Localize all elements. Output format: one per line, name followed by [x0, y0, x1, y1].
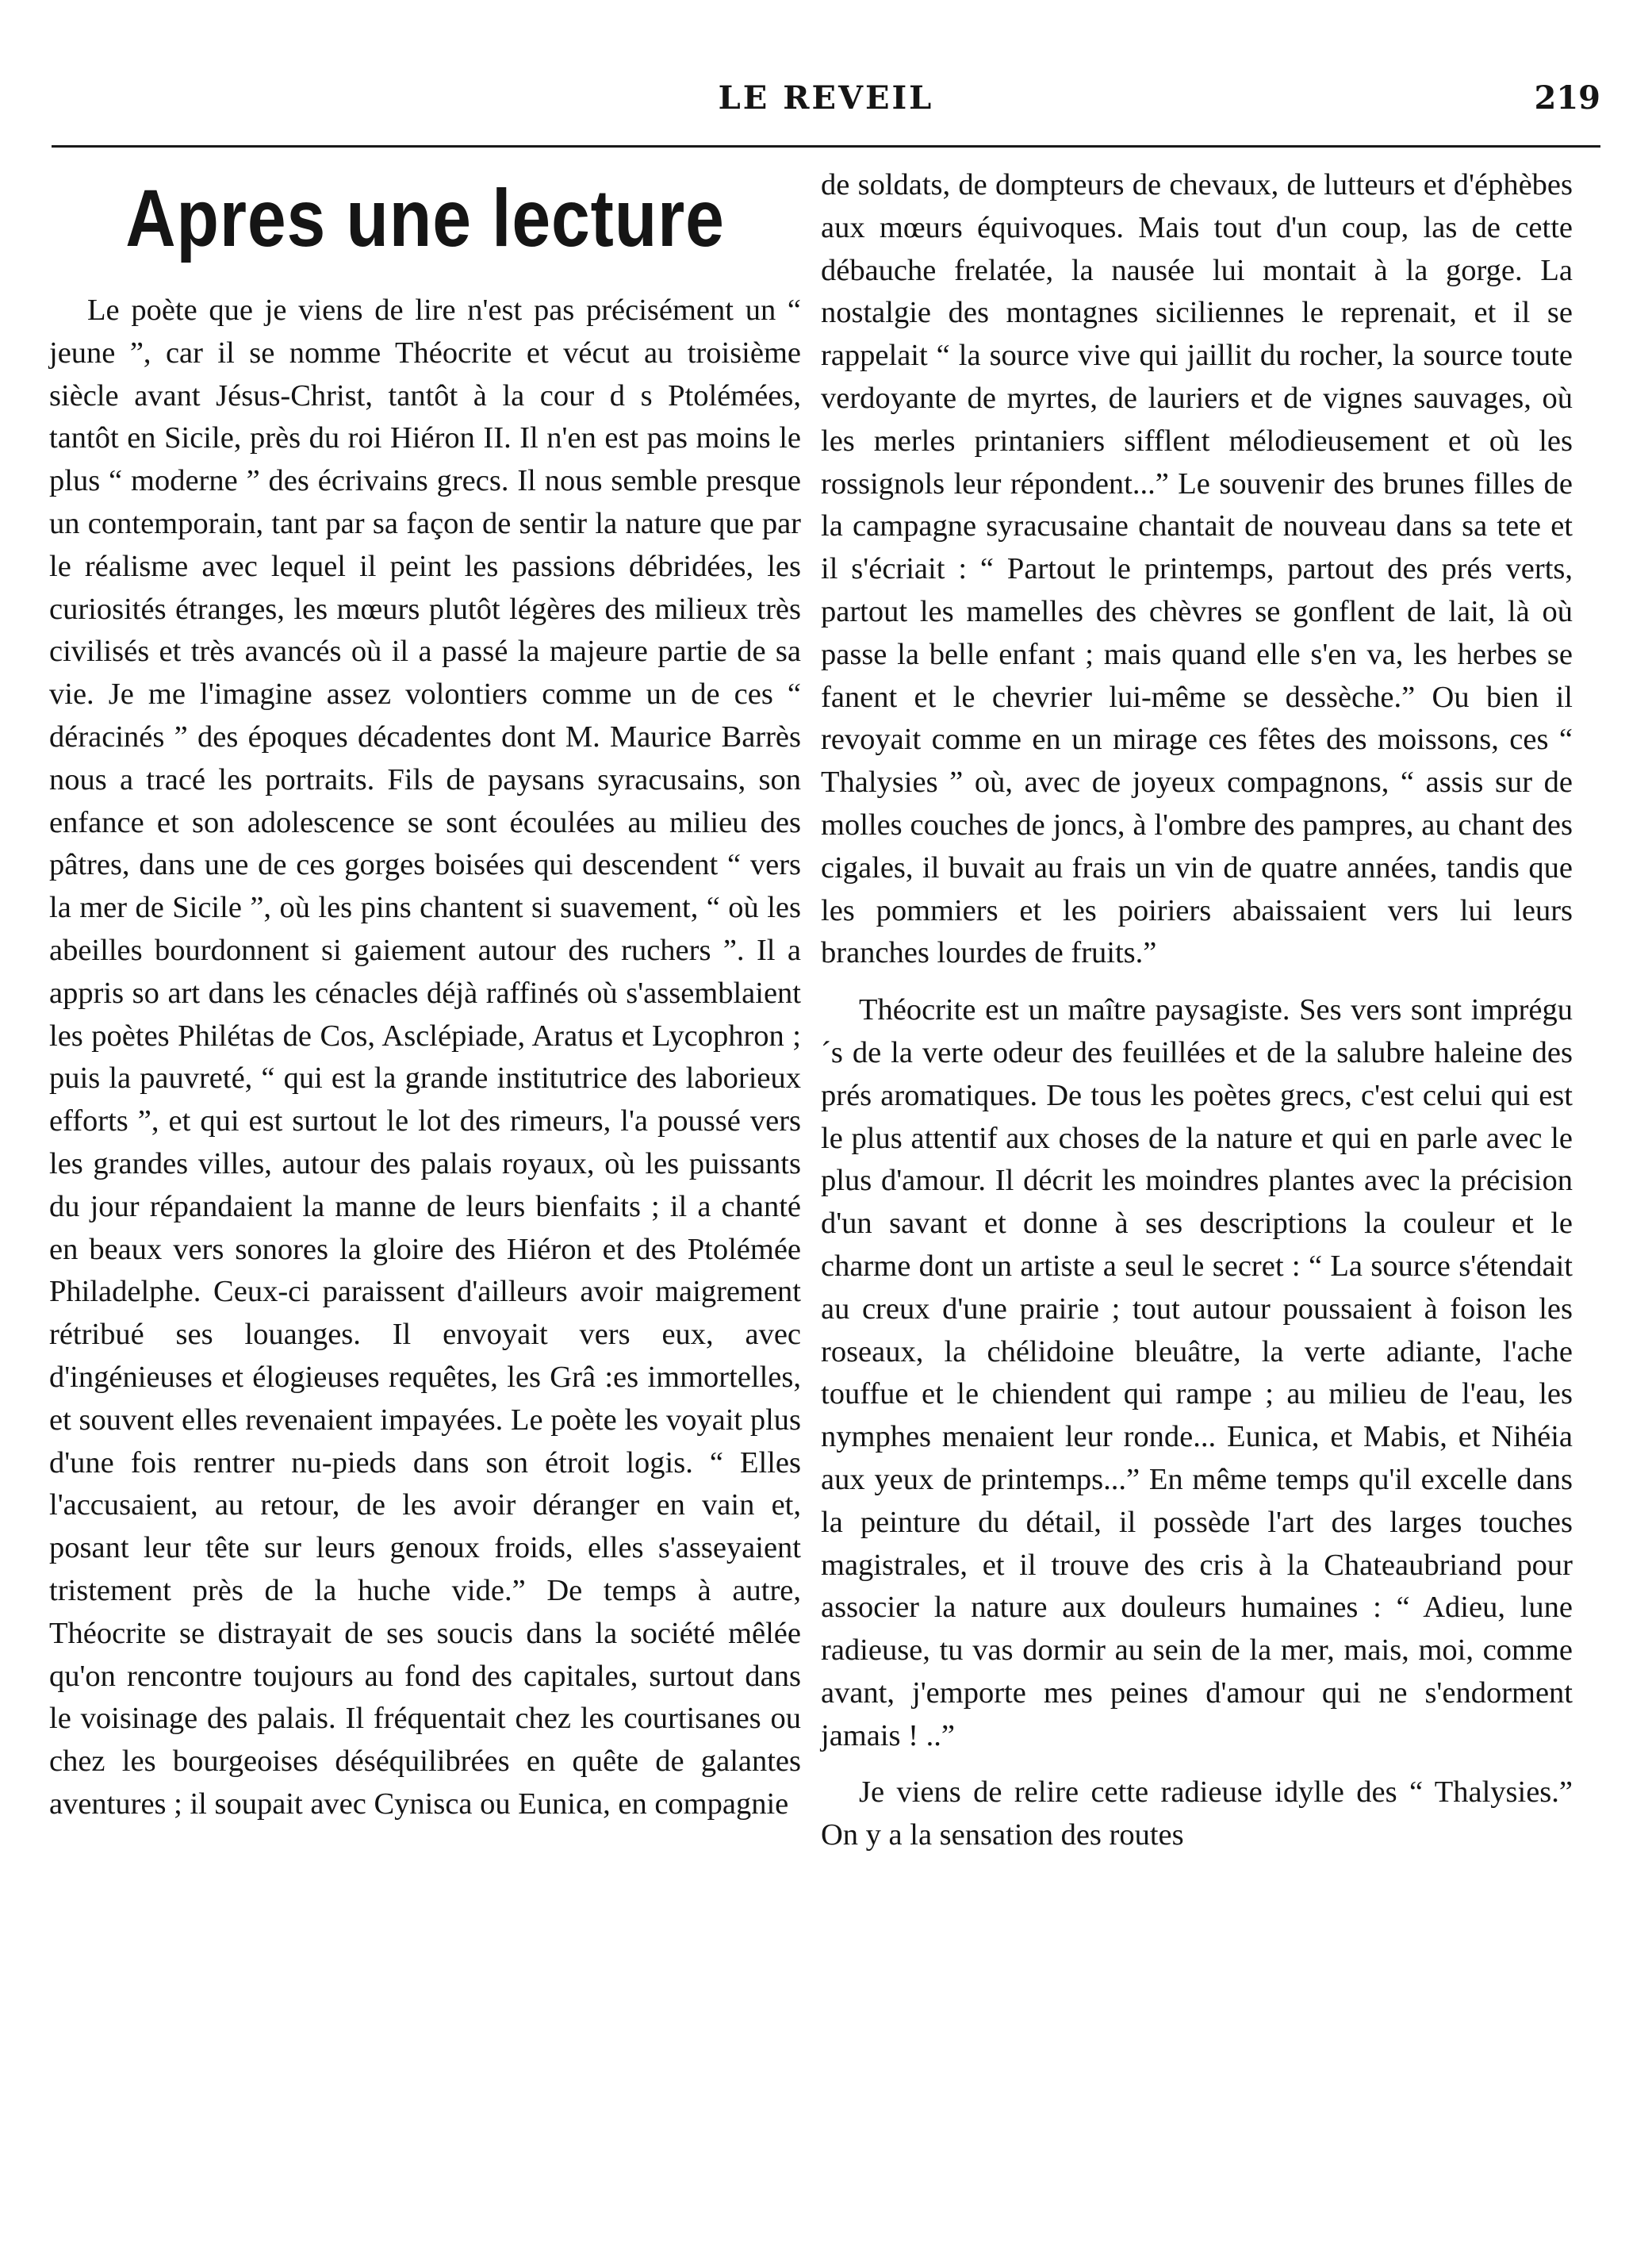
paragraph: Théocrite est un maître paysagiste. Ses vers sont imprégu´s de la verte odeur des feuillées et de la salubre haleine des prés aromatiques. De tous les poètes grecs, c'est celui qui est le plus attentif aux choses de la nature et qui en parle avec le plus d'amour. Il décrit les moindres plantes avec la précision d'un savant et donne à ses descriptions la couleur et le charme dont un artiste a seul le secret : “ La source s'étendait au creux d'une prairie ; tout autour poussaient à foison les roseaux, la chélidoine bleuâtre, la verte adiante, l'ache touffue et le chiendent qui rampe ; au milieu de l'eau, les nymphes menaient leur ronde... Eunica, et Mabis, et Nihéia aux yeux de printemps...” En même temps qu'il excelle dans la peinture du détail, il possède l'art des larges touches magistrales, et il trouve des cris à la Chateaubriand pour associer la nature aux douleurs humaines : “ Adieu, lune radieuse, tu vas dormir au sein de la mer, mais, moi, comme avant, j'emporte mes peines d'amour qui ne s'endorment jamais ! ..” [821, 993, 1573, 1752]
paragraph: de soldats, de dompteurs de chevaux, de lutteurs et d'éphèbes aux mœurs équivoques. Mais tout d'un coup, las de cette débauche frelatée, la nausée lui montait à la gorge. La nostalgie des montagnes siciliennes le reprenait, et il se rappelait “ la source vive qui jaillit du rocher, la source toute verdoyante de myrtes, de lauriers et de vignes sauvages, où les merles printaniers sifflent mélodieusement et où les rossignols leur répondent...” Le souvenir des brunes filles de la campagne syracusaine chantait de nouveau dans sa tete et il s'écriait : “ Partout le printemps, partout des prés verts, partout les mamelles des chèvres se gonflent de lait, là où passe la belle enfant ; mais quand elle s'en va, les herbes se fanent et le chevrier lui-même se dessèche.” Ou bien il revoyait comme en un mirage ces fêtes des moissons, ces “ Thalysies ” où, avec de joyeux compagnons, “ assis sur de molles couches de joncs, à l'ombre des pampres, au chant des cigales, il buvait au frais un vin de quatre années, tandis que les pommiers et les poiriers abaissaient vers lui leurs branches lourdes de fruits.” [821, 168, 1573, 970]
left-column [49, 163, 801, 1826]
journal-name: LE REVEIL [718, 79, 934, 117]
paragraph: Le poète que je viens de lire n'est pas précisément un “ jeune ”, car il se nomme Théocrite et vécut au troisième siècle avant Jésus-Christ, tantôt à la cour d s Ptolémées, tantôt en Sicile, près du roi Hiéron II. Il n'en est pas moins le plus “ moderne ” des écrivains grecs. Il nous semble presque un contemporain, tant par sa façon de sentir la nature que par le réalisme avec lequel il peint les passions débridées, les curiosités étranges, les mœurs plutôt légères des milieux très civilisés et très avancés où il a passé la majeure partie de sa vie. Je me l'imagine assez volontiers comme un de ces “ déracinés ” des époques décadentes dont M. Maurice Barrès nous a tracé les portraits. Fils de paysans syracusains, son enfance et son adolescence se sont écoulées au milieu des pâtres, dans une de ces gorges boisées qui descendent “ vers la mer de Sicile ”, où les pins chantent si suavement, “ où les abeilles bourdonnent si gaiement autour des ruchers ”. Il a appris so art dans les cénacles déjà raffinés où s'assemblaient les poètes Philétas de Cos, Asclépiade, Aratus et Lycophron ; puis la pauvreté, “ qui est la grande institutrice des laborieux efforts ”, et qui est surtout le lot des rimeurs, l'a poussé vers les grandes villes, autour des palais royaux, où les puissants du jour répandaient la manne de leurs bienfaits ; il a chanté en beaux vers sonores la gloire des Hiéron et des Ptolémée Philadelphe. Ceux-ci paraissent d'ailleurs avoir maigrement rétribué ses louanges. Il envoyait vers eux, avec d'ingénieuses et élogieuses requêtes, les Grâ :es immortelles, et souvent elles revenaient impayées. Le poète les voyait plus d'une fois rentrer nu-pieds dans son étroit logis. “ Elles l'accusaient, au retour, de les avoir déranger en vain et, posant leur tête sur leurs genoux froids, elles s'asseyaient tristement près de la huche vide.” De temps à autre, Théocrite se distrayait de ses soucis dans la société mêlée qu'on rencontre toujours au fond des capitales, surtout dans le voisinage des palais. Il fréquentait chez les courtisanes ou chez les bourgeoises déséquilibrées en quête de galantes aventures ; il soupait avec Cynisca ou Eunica, en compagnie [49, 294, 801, 1821]
paragraph: Je viens de relire cette radieuse idylle des “ Thalysies.” On y a la sensation des routes [821, 1775, 1573, 1852]
right-column [821, 164, 1573, 1857]
header-rule [52, 145, 1600, 148]
article-title: Apres une lecture [125, 173, 725, 263]
running-head [52, 79, 1600, 135]
page-number: 219 [1534, 79, 1600, 117]
